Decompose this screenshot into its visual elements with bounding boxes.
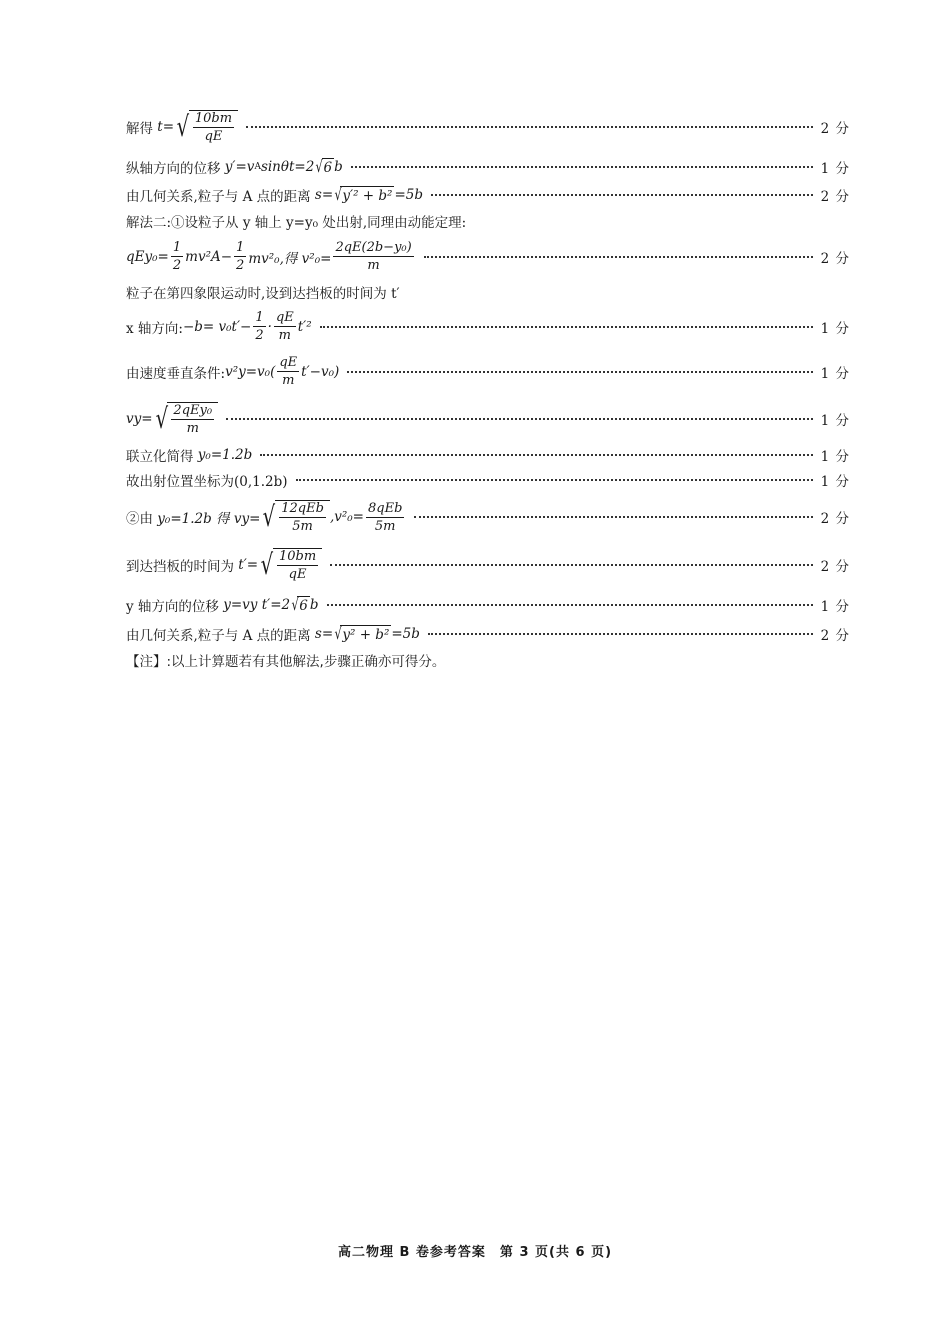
fraction bbox=[234, 240, 246, 273]
page-footer: 高二物理 B 卷参考答案 第 3 页(共 6 页) bbox=[337, 1245, 613, 1260]
dotted-leader bbox=[414, 516, 812, 518]
answer-line-3 bbox=[126, 185, 850, 205]
formula: y₀=1.2b 得 vy= bbox=[157, 511, 261, 527]
fraction-denominator: qE bbox=[204, 129, 223, 144]
dotted-leader bbox=[296, 479, 813, 481]
score-label: 1 分 bbox=[820, 413, 850, 429]
score-label: 2 分 bbox=[820, 511, 850, 527]
answer-line-9 bbox=[126, 402, 850, 436]
fraction-numerator: 10bm bbox=[278, 549, 317, 564]
note-text bbox=[126, 650, 850, 670]
formula: t= bbox=[157, 119, 175, 135]
formula: sinθt=2 bbox=[260, 159, 315, 175]
formula: · bbox=[267, 318, 272, 335]
formula: b bbox=[334, 159, 343, 175]
fraction-denominator: 5m bbox=[292, 519, 313, 534]
score-label: 1 分 bbox=[820, 449, 850, 465]
formula: =5b bbox=[394, 187, 423, 203]
fraction-numerator: 1 bbox=[255, 310, 264, 325]
answer-line-5 bbox=[126, 240, 850, 273]
dotted-leader bbox=[351, 166, 813, 168]
fraction-denominator: 5m bbox=[374, 518, 396, 534]
fraction-numerator: 1 bbox=[236, 240, 245, 255]
fraction-denominator: m bbox=[186, 421, 199, 436]
score-label: 2 分 bbox=[820, 559, 850, 575]
line-text: 解得 bbox=[126, 121, 158, 137]
formula: y₀=1.2b bbox=[197, 447, 253, 463]
line-text: 故出射位置坐标为(0,1.2b) bbox=[126, 474, 288, 490]
line-text: y 轴方向的位移 bbox=[126, 599, 224, 615]
fraction bbox=[274, 310, 296, 343]
score-label: 2 分 bbox=[820, 121, 850, 137]
score-label: 1 分 bbox=[820, 365, 850, 382]
sqrt-expression: √ $\frac{\text{2qEy₀}}{m}$ bbox=[153, 402, 218, 436]
fraction-numerator: 1 bbox=[172, 240, 182, 255]
sqrt-expression: √ 6 bbox=[315, 157, 333, 176]
fraction-numerator: qE bbox=[275, 310, 294, 325]
formula: ,v²₀= bbox=[329, 509, 364, 525]
formula: y′=v bbox=[224, 159, 255, 175]
line-text: x 轴方向: bbox=[126, 320, 183, 337]
answer-line-12 bbox=[126, 500, 850, 534]
formula: mv²₀,得 v²₀= bbox=[248, 250, 332, 267]
fraction-numerator: 8qEb bbox=[368, 500, 403, 516]
fraction-denominator: qE bbox=[288, 567, 307, 582]
sqrt-expression: √ y′² + b² bbox=[334, 185, 393, 204]
fraction-numerator: qE bbox=[279, 355, 298, 370]
line-text: 纵轴方向的位移 bbox=[126, 161, 225, 177]
formula: vy= bbox=[126, 411, 153, 427]
line-text: 粒子在第四象限运动时,设到达挡板的时间为 t′ bbox=[126, 286, 400, 302]
score-label: 1 分 bbox=[820, 320, 850, 337]
sqrt-expression: √ y² + b² bbox=[334, 624, 390, 643]
dotted-leader bbox=[327, 604, 813, 606]
sqrt-expression: √ 6 bbox=[291, 595, 308, 614]
formula: t′−v₀) bbox=[301, 363, 340, 380]
formula: t′² bbox=[297, 318, 312, 335]
fraction-numerator: 2qE(2b−y₀) bbox=[335, 240, 412, 255]
score-label: 1 分 bbox=[820, 161, 850, 177]
dotted-leader bbox=[428, 633, 813, 635]
fraction-denominator: 2 bbox=[255, 328, 264, 343]
score-label: 2 分 bbox=[820, 628, 850, 644]
answer-line-7 bbox=[126, 310, 850, 343]
fraction-denominator: m bbox=[367, 258, 380, 273]
answer-line-4 bbox=[126, 211, 850, 231]
score-label: 2 分 bbox=[820, 250, 850, 267]
score-label: 1 分 bbox=[820, 474, 850, 490]
answer-line-13 bbox=[126, 548, 850, 582]
fraction-denominator: 2 bbox=[236, 258, 245, 273]
dotted-leader bbox=[347, 371, 812, 373]
answer-line-8 bbox=[126, 355, 850, 388]
formula: −b= v₀t′− bbox=[182, 318, 252, 335]
line-text: 由几何关系,粒子与 A 点的距离 bbox=[126, 189, 315, 205]
dotted-leader bbox=[246, 126, 813, 128]
answer-line-1 bbox=[126, 110, 850, 144]
answer-line-15 bbox=[126, 624, 850, 644]
sqrt-expression: √ $\frac{10bm}{qE}$ bbox=[174, 110, 238, 144]
sqrt-expression: √ $\frac{10bm}{qE}$ bbox=[258, 548, 322, 582]
formula: t′= bbox=[238, 557, 259, 573]
formula: v²y=v₀( bbox=[225, 363, 276, 380]
fraction bbox=[333, 240, 413, 273]
fraction-numerator: 10bm bbox=[194, 111, 233, 126]
fraction-numerator: 12qEb bbox=[281, 501, 324, 516]
line-text: 解法二:①设粒子从 y 轴上 y=y₀ 处出射,同理由动能定理: bbox=[126, 215, 467, 231]
dotted-leader bbox=[226, 418, 813, 420]
dotted-leader bbox=[320, 326, 813, 328]
radicand: y² + b² bbox=[342, 626, 390, 643]
fraction bbox=[253, 310, 265, 343]
dotted-leader bbox=[431, 194, 813, 196]
answer-line-10 bbox=[126, 445, 850, 465]
score-label: 2 分 bbox=[820, 189, 850, 205]
formula: y=vy t′=2 bbox=[223, 597, 291, 613]
formula: s= bbox=[314, 187, 334, 203]
line-text: 由速度垂直条件: bbox=[126, 365, 226, 382]
formula: s= bbox=[314, 626, 334, 642]
score-label: 1 分 bbox=[820, 599, 850, 615]
answer-line-14 bbox=[126, 595, 850, 615]
radicand: 6 bbox=[299, 597, 308, 614]
formula: =5b bbox=[391, 626, 420, 642]
answer-line-11 bbox=[126, 470, 850, 490]
answer-line-2 bbox=[126, 157, 850, 177]
radicand: 6 bbox=[323, 159, 333, 176]
dotted-leader bbox=[424, 256, 813, 258]
note-body: 【注】:以上计算题若有其他解法,步骤正确亦可得分。 bbox=[126, 654, 446, 670]
fraction-denominator: m bbox=[282, 373, 295, 388]
sqrt-expression: √ $\frac{\text{12qEb}}{5m}$ bbox=[260, 500, 330, 534]
fraction bbox=[277, 355, 299, 388]
dotted-leader bbox=[330, 564, 812, 566]
dotted-leader bbox=[260, 454, 812, 456]
fraction-numerator: 2qEy₀ bbox=[173, 403, 213, 418]
line-text: ②由 bbox=[126, 511, 158, 527]
line-text: 由几何关系,粒子与 A 点的距离 bbox=[126, 628, 315, 644]
formula: qEy₀= bbox=[126, 248, 169, 265]
formula: mv²A− bbox=[185, 248, 233, 265]
line-text: 到达挡板的时间为 bbox=[126, 559, 239, 575]
line-text: 联立化简得 bbox=[126, 449, 198, 465]
radicand: y′² + b² bbox=[342, 187, 393, 204]
fraction-denominator: m bbox=[278, 328, 291, 343]
fraction bbox=[171, 240, 183, 273]
fraction bbox=[366, 501, 404, 534]
subscript: A bbox=[254, 162, 261, 172]
fraction-denominator: 2 bbox=[172, 258, 182, 273]
formula: b bbox=[309, 597, 319, 613]
answer-line-6 bbox=[126, 282, 850, 302]
